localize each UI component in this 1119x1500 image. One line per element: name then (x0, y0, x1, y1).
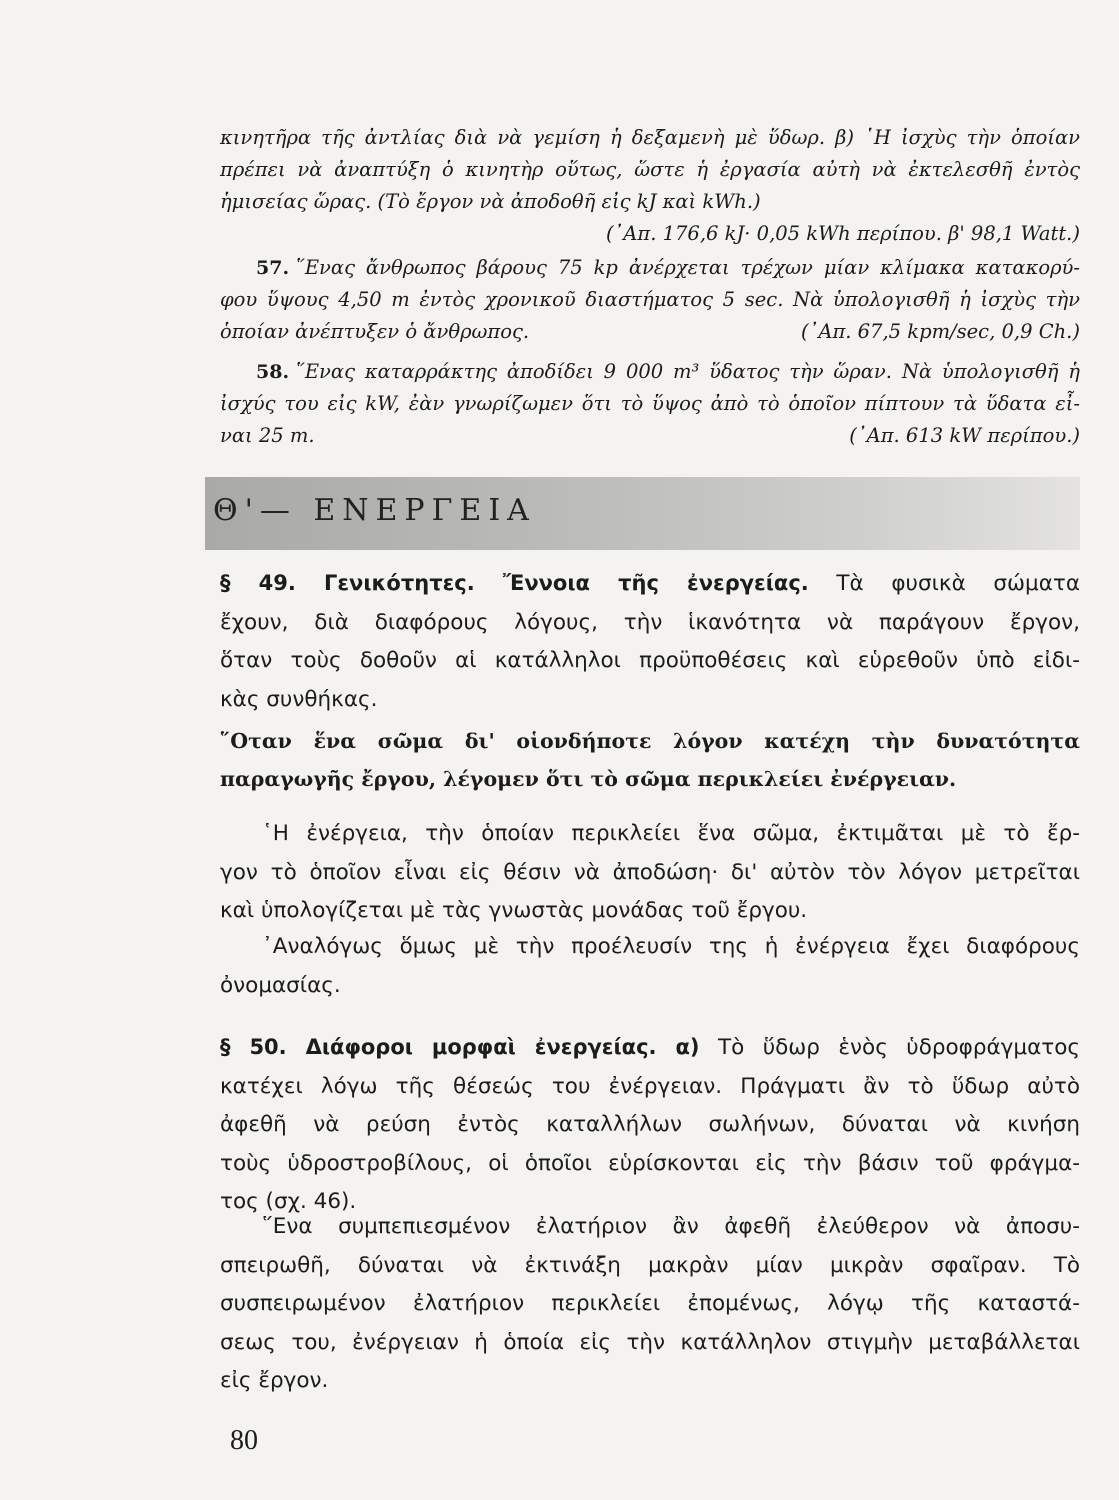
problem-text: ῞Ενας καταρράκτης ἀποδίδει 9 000 m³ ὕδατος τὴν ὥραν. Νὰ ὑπολογισθῆ ἡ (295, 360, 1080, 383)
definition-statement (220, 722, 1080, 798)
text-line: εἰς ἔργον. (220, 1368, 329, 1393)
text-line (220, 252, 1080, 284)
problem-58 (220, 356, 1080, 452)
paragraph (220, 928, 1080, 1005)
section-50 (220, 1028, 1080, 1222)
answer: (᾿Απ. 176,6 kJ· 0,05 kWh περίπου. β' 98,1 Watt.) (605, 222, 1080, 245)
text-line: κατέχει λόγω τῆς θέσεώς του ἐνέργειαν. Πράγματι ἂν τὸ ὕδωρ αὐτὸ (220, 1073, 1080, 1099)
paragraph (220, 1208, 1080, 1401)
chapter-title: Θ'— ΕΝΕΡΓΕΙΑ (213, 493, 536, 528)
problem-56-continuation (220, 122, 1080, 250)
page-number: 80 (230, 1425, 258, 1456)
text-line: σπειρωθῆ, δύναται νὰ ἐκτινάξη μακρὰν μίαν μικρὰν σφαῖραν. Τὸ (220, 1252, 1080, 1278)
text-line: σεως του, ἐνέργειαν ἡ ὁποία εἰς τὴν κατάλληλον στιγμὴν μεταβάλλεται (220, 1329, 1080, 1355)
text-line-last: ὁποίαν ἀνέπτυξεν ὁ ἄνθρωπος. (220, 320, 530, 343)
text-line: ἔχουν, διὰ διαφόρους λόγους, τὴν ἱκανότητα νὰ παράγουν ἔργον, (220, 609, 1080, 635)
section-49 (220, 564, 1080, 719)
text-line: ἡμισείας ὥρας. (Τὸ ἔργον νὰ ἀποδοθῆ εἰς kJ καὶ kWh.) (220, 190, 761, 213)
text-line: ὅταν τοὺς δοθοῦν αἱ κατάλληλοι προϋποθέσεις καὶ εὑρεθοῦν ὑπὸ εἰδι- (220, 648, 1080, 673)
section-heading: § 50. Διάφοροι μορφαὶ ἐνεργείας. α) (220, 1035, 700, 1059)
text-line-last: ναι 25 m. (220, 424, 315, 447)
text-line: συσπειρωμένον ἐλατήριον περικλείει ἐπομένως, λόγῳ τῆς καταστά- (220, 1291, 1080, 1316)
answer: (᾿Απ. 67,5 kpm/sec, 0,9 Ch.) (801, 320, 1080, 343)
text-line: τος (σχ. 46). (220, 1189, 357, 1214)
problem-number: 57. (256, 257, 290, 279)
text-line: ῞Οταν ἕνα σῶμα δι' οἱονδήποτε λόγον κατέχη τὴν δυνατότητα (220, 729, 1080, 753)
text-line: ᾿Αναλόγως ὅμως μὲ τὴν προέλευσίν της ἡ ἐνέργεια ἔχει διαφόρους (262, 934, 1080, 959)
text-line: πρέπει νὰ ἀναπτύξη ὁ κινητὴρ οὕτως, ὥστε ἡ ἐργασία αὐτὴ νὰ ἐκτελεσθῆ ἐντὸς (220, 158, 1080, 181)
text-line: ῞Ενα συμπεπιεσμένον ἐλατήριον ἂν ἀφεθῆ ἐλεύθερον νὰ ἀποσυ- (262, 1214, 1080, 1239)
section-heading: § 49. Γενικότητες. Ἔννοια τῆς ἐνεργείας. (220, 571, 809, 595)
text-line (220, 420, 1080, 452)
text-line (220, 564, 1080, 604)
text-line (220, 316, 1080, 348)
problem-text: ῞Ενας ἄνθρωπος βάρους 75 kp ἀνέρχεται τρέχων μίαν κλίμακα κατακορύ- (295, 256, 1080, 279)
problem-number: 58. (256, 361, 290, 383)
problem-57 (220, 252, 1080, 348)
chapter-heading-band (205, 477, 1080, 550)
section-text: Τὰ φυσικὰ σώματα (836, 571, 1080, 596)
text-line: κὰς συνθήκας. (220, 686, 378, 712)
text-line (220, 356, 1080, 388)
text-line: τοὺς ὑδροστροβίλους, οἱ ὁποῖοι εὑρίσκονται εἰς τὴν βάσιν τοῦ φράγμα- (220, 1150, 1080, 1176)
text-line (220, 1028, 1080, 1068)
section-text: Τὸ ὕδωρ ἑνὸς ὑδροφράγματος (717, 1035, 1080, 1060)
text-line: ἰσχύς του εἰς kW, ἐὰν γνωρίζωμεν ὅτι τὸ ὕψος ἀπὸ τὸ ὁποῖον πίπτουν τὰ ὕδατα εἶ- (220, 392, 1080, 415)
text-line: καὶ ὑπολογίζεται μὲ τὰς γνωστὰς μονάδας τοῦ ἔργου. (220, 898, 808, 923)
text-line: ἀφεθῆ νὰ ρεύση ἐντὸς καταλλήλων σωλήνων, δύναται νὰ κινήση (220, 1112, 1080, 1137)
text-line: παραγωγῆς ἔργου, λέγομεν ὅτι τὸ σῶμα περικλείει ἐνέργειαν. (220, 767, 957, 791)
text-line: γον τὸ ὁποῖον εἶναι εἰς θέσιν νὰ ἀποδώση· δι' αὐτὸν τὸν λόγον μετρεῖται (220, 859, 1080, 885)
paragraph (220, 815, 1080, 931)
text-line: ῾Η ἐνέργεια, τὴν ὁποίαν περικλείει ἕνα σῶμα, ἐκτιμᾶται μὲ τὸ ἔρ- (262, 821, 1080, 846)
answer: (᾿Απ. 613 kW περίπου.) (849, 424, 1080, 447)
text-line: κινητῆρα τῆς ἀντλίας διὰ νὰ γεμίση ἡ δεξαμενὴ μὲ ὕδωρ. β) ῾Η ἰσχὺς τὴν ὁποίαν (220, 126, 1080, 149)
text-line: φου ὕψους 4,50 m ἐντὸς χρονικοῦ διαστήματος 5 sec. Νὰ ὑπολογισθῆ ἡ ἰσχὺς τὴν (220, 288, 1080, 311)
text-line: ὀνομασίας. (220, 972, 341, 998)
